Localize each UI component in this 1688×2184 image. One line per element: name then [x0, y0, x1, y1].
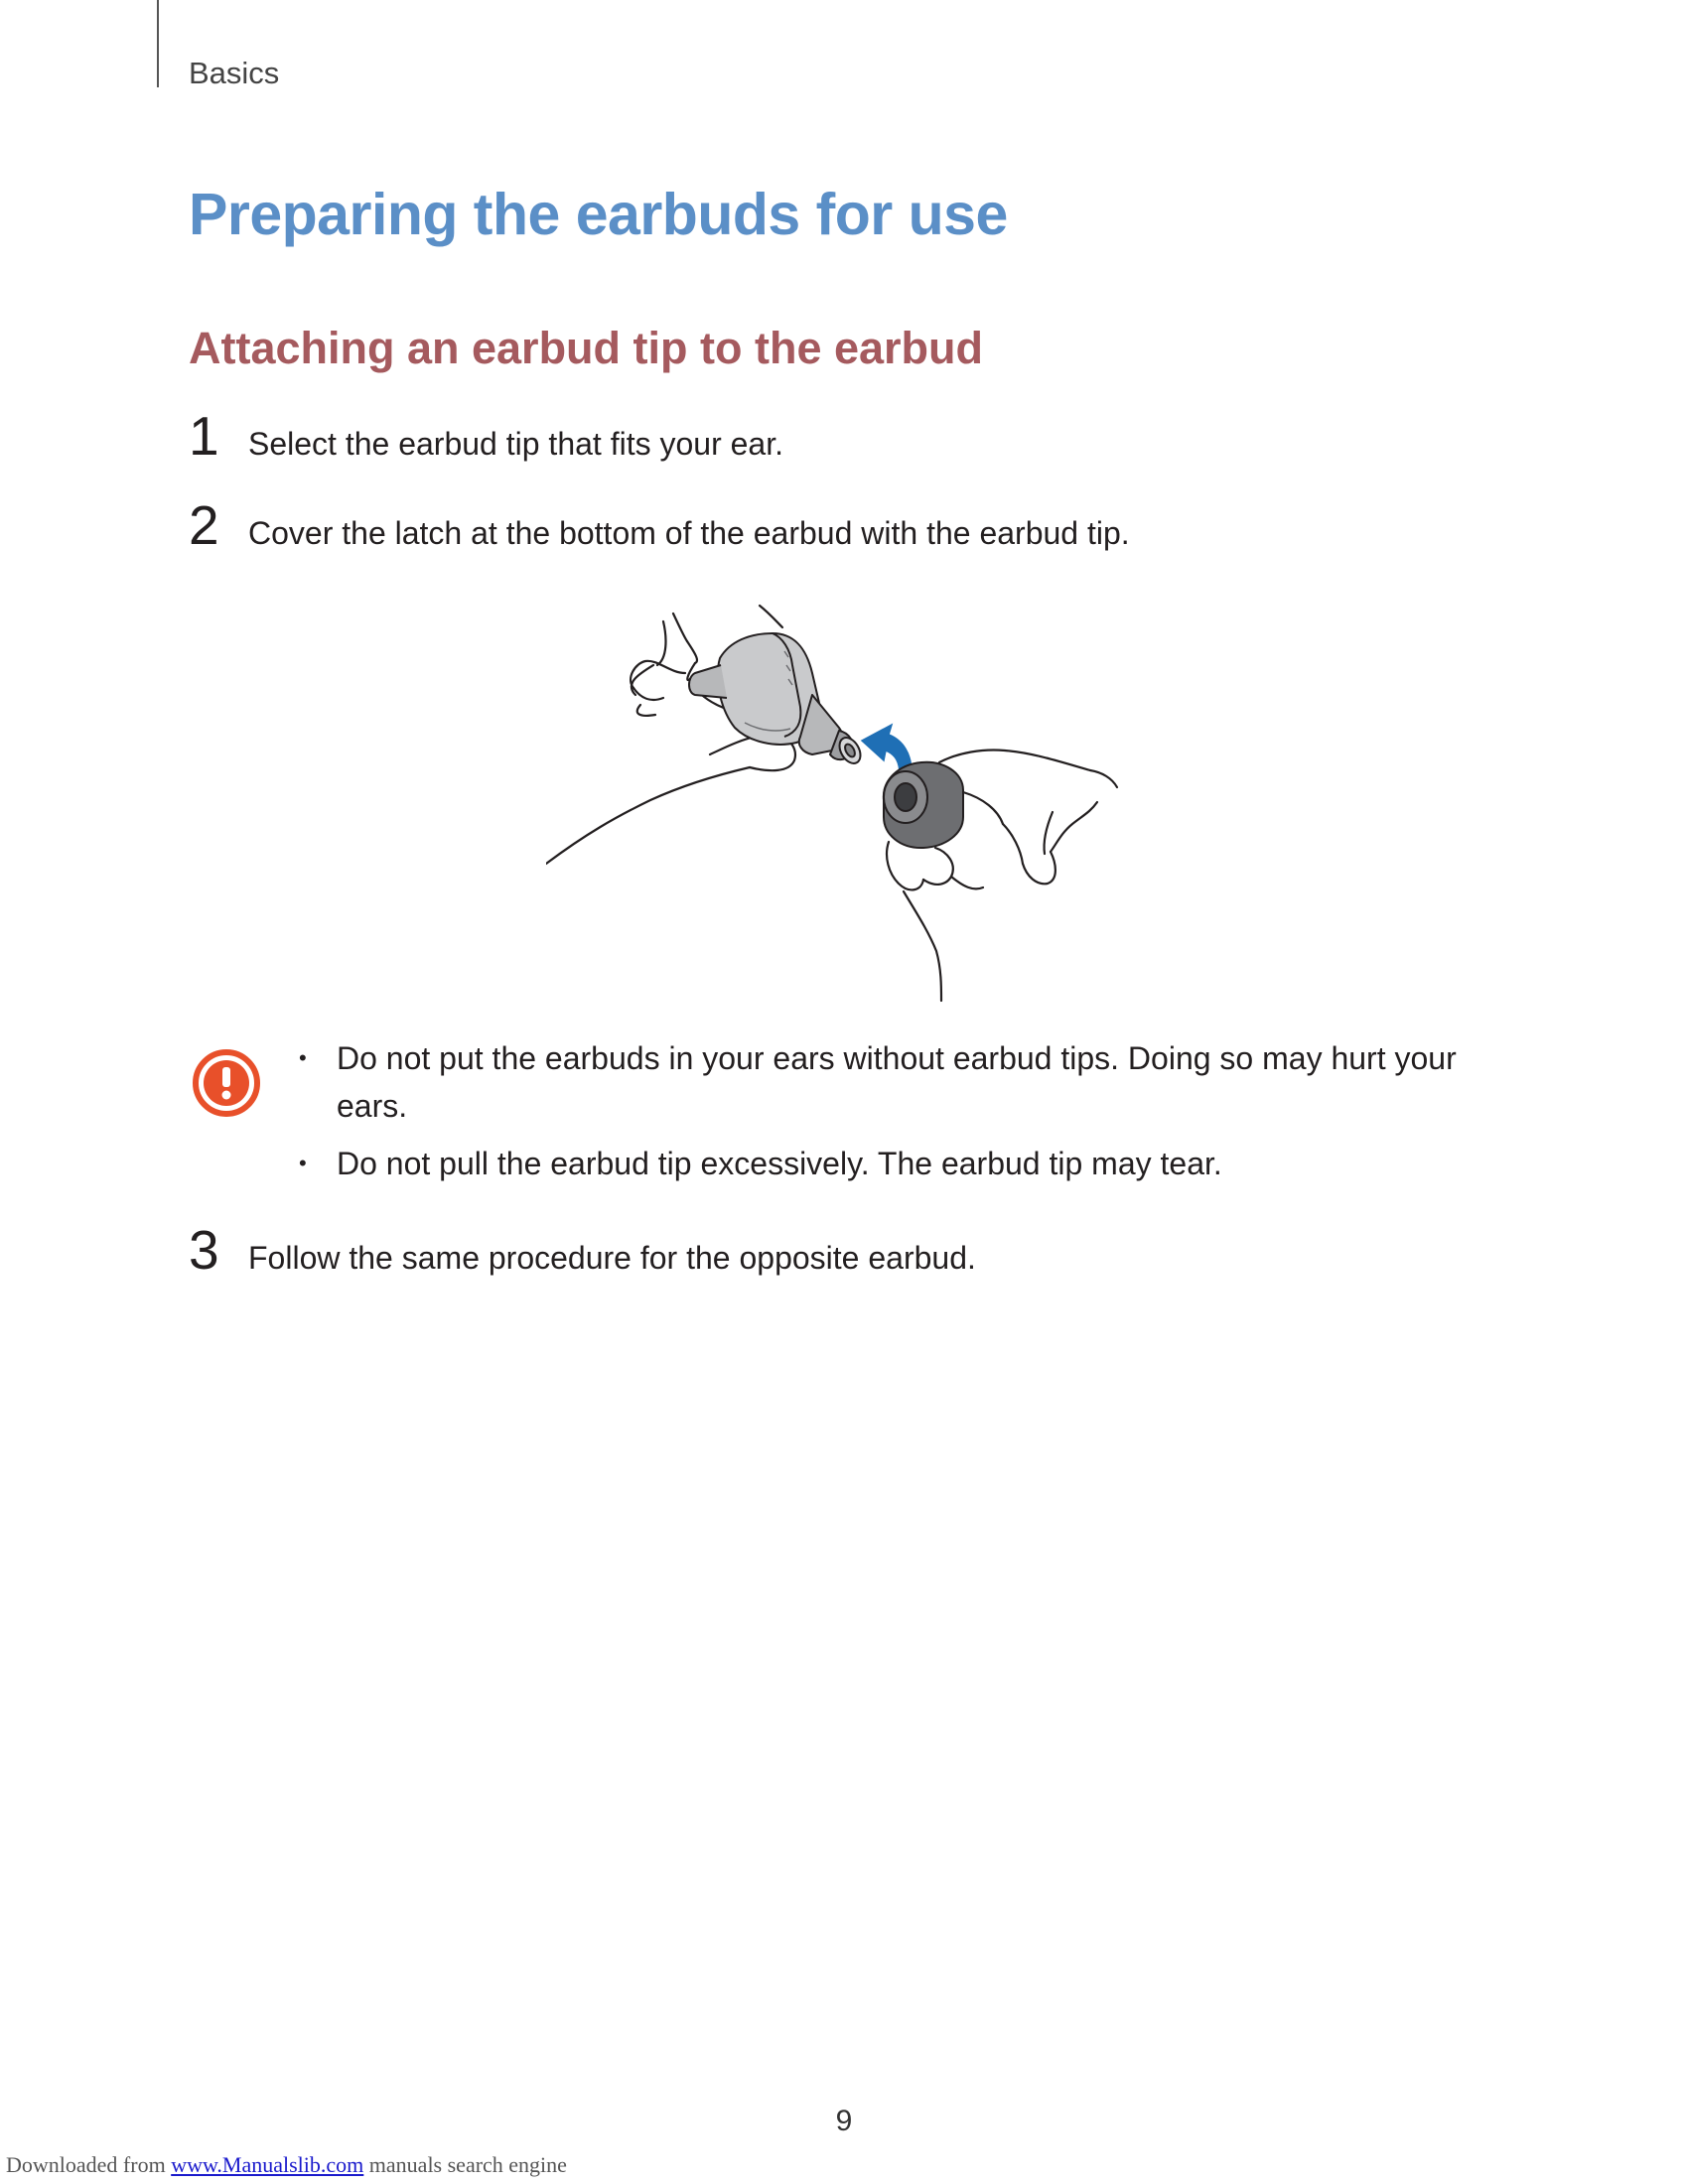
step-number: 2: [189, 494, 219, 556]
step-number: 3: [189, 1219, 219, 1281]
page-title: Preparing the earbuds for use: [189, 182, 1008, 247]
footer: [6, 2152, 567, 2178]
footer-link[interactable]: www.Manualslib.com: [171, 2152, 364, 2177]
step-1: [189, 405, 783, 467]
caution-item: [293, 1034, 1484, 1130]
step-text: Select the earbud tip that fits your ear.: [248, 426, 783, 462]
bullet: •: [299, 1151, 307, 1175]
header-rule: [157, 0, 159, 87]
step-2: [189, 494, 1130, 556]
caution-item: [293, 1140, 1484, 1187]
earbud-tip-illustration: [546, 604, 1147, 1003]
section-heading: Attaching an earbud tip to the earbud: [189, 323, 984, 373]
footer-suffix: manuals search engine: [368, 2152, 567, 2177]
caution-icon: [191, 1047, 262, 1119]
page-number: 9: [835, 2105, 853, 2137]
caution-list: [293, 1034, 1484, 1197]
caution-text: Do not pull the earbud tip excessively. The earbud tip may tear.: [337, 1146, 1222, 1181]
step-3: [189, 1219, 976, 1281]
step-text: Cover the latch at the bottom of the earbud with the earbud tip.: [248, 515, 1130, 551]
bullet: •: [299, 1045, 307, 1070]
step-text: Follow the same procedure for the opposite earbud.: [248, 1240, 976, 1276]
section-label: Basics: [189, 56, 280, 90]
step-number: 1: [189, 405, 219, 467]
caution-text: Do not put the earbuds in your ears without earbud tips. Doing so may hurt your ears.: [337, 1040, 1457, 1124]
footer-prefix: Downloaded from: [6, 2152, 166, 2177]
